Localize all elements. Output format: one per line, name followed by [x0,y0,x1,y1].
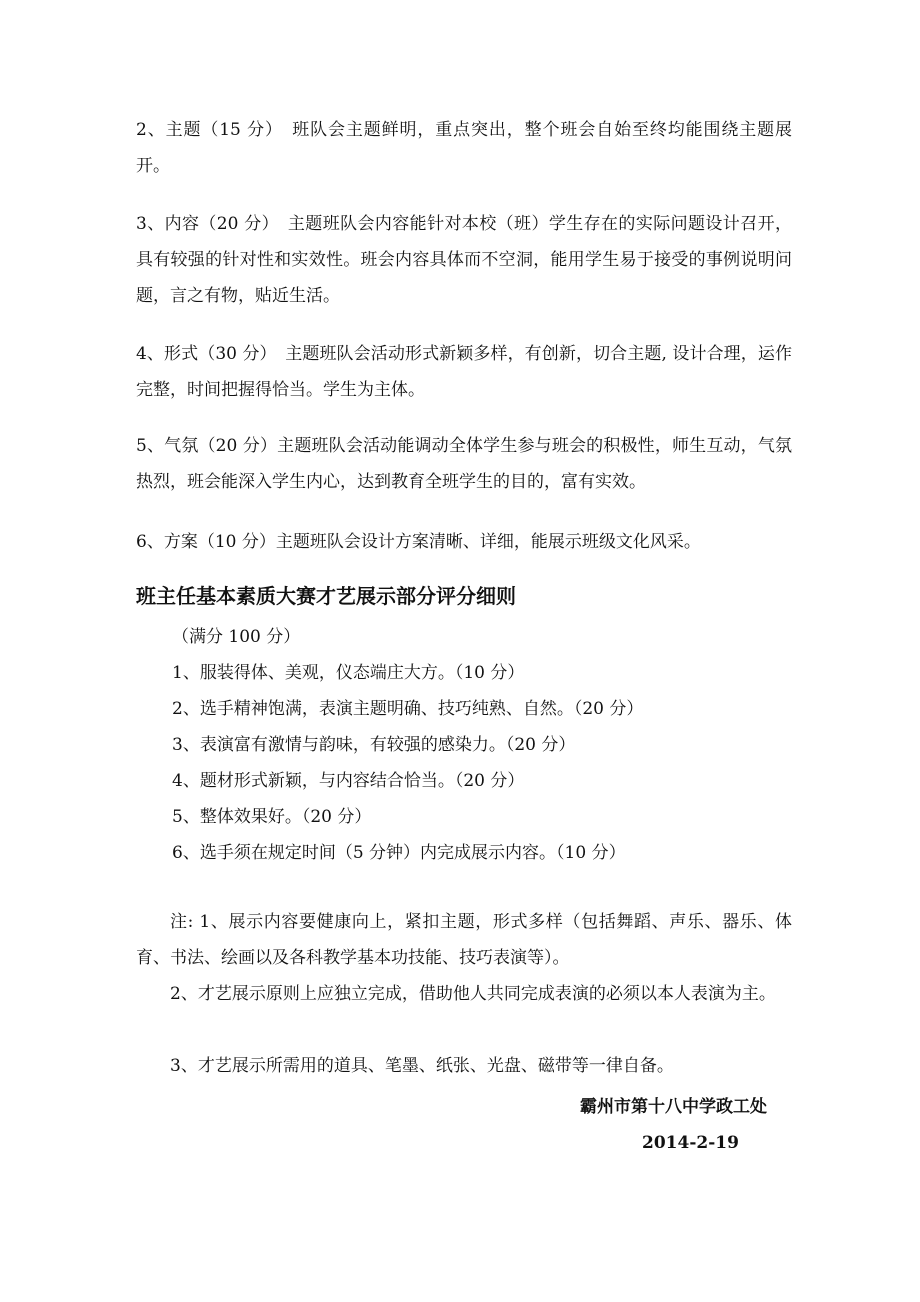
criterion-plan: 6、方案（10 分）主题班队会设计方案清晰、详细，能展示班级文化风采。 [136,532,701,552]
note-2: 2、才艺展示原则上应独立完成，借助他人共同完成表演的必须以本人表演为主。 [170,984,776,1004]
note-3: 3、才艺展示所需用的道具、笔墨、纸张、光盘、磁带等一律自备。 [170,1056,674,1076]
full-score-note: （满分 100 分） [172,627,301,647]
section-title: 班主任基本素质大赛才艺展示部分评分细则 [136,584,516,608]
scoring-item-3: 3、表演富有激情与韵味，有较强的感染力。（20 分） [172,735,576,755]
signature-org: 霸州市第十八中学政工处 [580,1097,767,1117]
criterion-form: 4、形式（30 分） 主题班队会活动形式新颖多样，有创新，切合主题, 设计合理，运作完整，时间把握得恰当。学生为主体。 [136,344,792,400]
scoring-item-6: 6、选手须在规定时间（5 分钟）内完成展示内容。（10 分） [172,843,626,863]
scoring-item-4: 4、题材形式新颖，与内容结合恰当。（20 分） [172,771,525,791]
scoring-item-1: 1、服装得体、美观，仪态端庄大方。（10 分） [172,663,525,683]
scoring-item-2: 2、选手精神饱满，表演主题明确、技巧纯熟、自然。（20 分） [172,699,644,719]
criterion-content: 3、内容（20 分） 主题班队会内容能针对本校（班）学生存在的实际问题设计召开，具有较强的针对性和实效性。班会内容具体而不空洞，能用学生易于接受的事例说明问题，言之有物，贴近生活。 [136,214,792,306]
signature-date: 2014-2-19 [642,1133,739,1153]
scoring-item-5: 5、整体效果好。（20 分） [172,807,372,827]
note-1: 注: 1、展示内容要健康向上，紧扣主题，形式多样（包括舞蹈、声乐、器乐、体育、书法、绘画以及各科教学基本功技能、技巧表演等）。 [136,912,792,968]
criterion-atmosphere: 5、气氛（20 分）主题班队会活动能调动全体学生参与班会的积极性，师生互动，气氛热烈，班会能深入学生内心，达到教育全班学生的目的，富有实效。 [136,436,792,492]
criterion-theme: 2、主题（15 分） 班队会主题鲜明，重点突出，整个班会自始至终均能围绕主题展开。 [136,120,792,176]
